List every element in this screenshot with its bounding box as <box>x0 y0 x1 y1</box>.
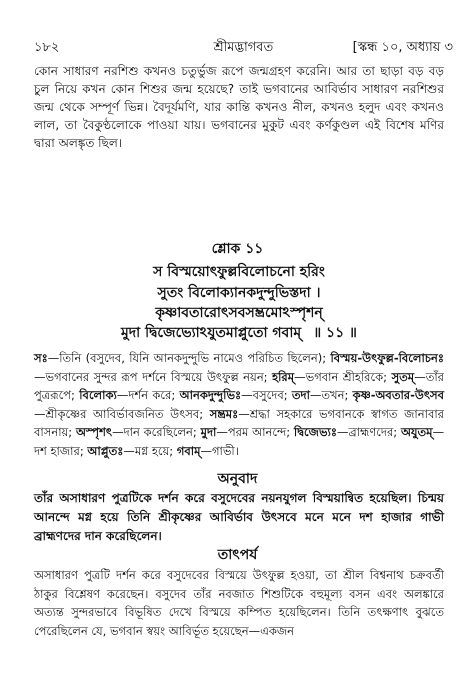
verse-heading: শ্লোক ১১ <box>211 241 264 257</box>
synonym-meaning: পরম আনন্দে; <box>227 425 291 439</box>
verse-line-3: কৃষ্ণাবতারোৎসবসম্ভ্রমোঽস্পৃশন্ <box>155 305 323 321</box>
synonym-word: দ্বিজেভ্যঃ <box>293 425 337 439</box>
synonym-word: বিস্ময়-উৎফুল্ল-বিলোচনঃ <box>330 351 445 365</box>
synonym-meaning: মগ্ন হয়ে; <box>134 443 174 458</box>
translation-heading: অনুবাদ <box>217 471 258 487</box>
verse-line-4-text: মুদা দ্বিজেভ্যোঽযুতমাপ্লুতো গবাম্ <box>121 325 302 341</box>
synonym-meaning: বসুদেব; <box>252 388 288 402</box>
purport-heading: তাৎপর্য <box>217 547 258 563</box>
synonym-meaning: ব্রাহ্মণদের; <box>348 425 398 439</box>
synonym-word: আনকদুন্দুভিঃ <box>179 388 242 402</box>
synonym-word: অযুতম্ <box>400 425 433 439</box>
synonym-meaning: তিনি (বসুদেব, যিনি আনকদুন্দুভি নামেও পরিচিত ছিলেন); <box>59 351 327 365</box>
synonym-meaning: গাভী। <box>211 443 239 458</box>
synonym-word: অস্পৃশৎ <box>75 425 113 439</box>
synonyms-paragraph: সঃ—তিনি (বসুদেব, যিনি আনকদুন্দুভি নামেও পরিচিত ছিলেন); বিস্ময়-উৎফুল্ল-বিলোচনঃ—ভগবানের সুন্দর রূপ দর্শনে বিস্ময়ে উৎফুল্ল নয়ন; হরিম্—ভগবান শ্রীহরিকে; সুতম্—তাঁর পুত্ররূপে; বিলোক্য—দর্শন করে; আনকদুন্দুভিঃ—বসুদেব; তদা—তখন; কৃষ্ণ-অবতার-উৎসব—শ্রীকৃষ্ণের আবির্ভাবজনিত উৎসব; সম্ভ্রমঃ—শ্রদ্ধা সহকারে ভগবানকে স্বাগত জানাবার বাসনায়; অস্পৃশৎ—দান করেছিলেন; মুদা—পরম আনন্দে; দ্বিজেভ্যঃ—ব্রাহ্মণদের; অযুতম্—দশ হাজার; আপ্লুতঃ—মগ্ন হয়ে; গবাম্—গাভী। <box>34 351 445 458</box>
synonym-word: মুদা <box>200 425 217 439</box>
synonym-meaning: দশ হাজার; <box>34 443 84 458</box>
page-header <box>34 38 453 56</box>
synonym-word: তদা <box>291 388 310 402</box>
synonym-meaning: দর্শন করে; <box>128 388 176 402</box>
verse-number: ॥ ১১ ॥ <box>313 325 357 341</box>
purport-text: অসাধারণ পুত্রটি দর্শন করে বসুদেবের বিস্ময়ে উৎফুল্ল হওয়া, তা শ্রীল বিশ্বনাথ চক্রবর্তী ঠাকুর বিশ্লেষণ করেছেন। বসুদেব তাঁর নবজাত শিশুটিকে বহুমূল্য বসন এবং অলঙ্কারে অত্যন্ত সুন্দরভাবে বিভূষিত দেখে বিস্ময়ে কম্পিত হয়েছিলেন। তিনি তৎক্ষণাৎ বুঝতে পেরেছিলেন যে, ভগবান স্বয়ং আবির্ভূত হয়েছেন—একজন <box>34 568 444 638</box>
canto-chapter-reference: [স্কন্ধ ১০, অধ্যায় ৩ <box>352 40 453 55</box>
synonym-meaning: শ্রীকৃষ্ণের আবির্ভাবজনিত উৎসব; <box>45 406 204 421</box>
synonym-meaning: ভগবান শ্রীহরিকে; <box>305 369 388 384</box>
intro-paragraph: কোন সাধারণ নরশিশু কখনও চতুর্ভুজ রূপে জন্মগ্রহণ করেনি। আর তা ছাড়া বড় বড় চুল নিয়ে কখন কোন শিশুর জন্ম হয়েছে? তাই ভগবানের আবির্ভাব সাধারণ নরশিশুর জন্ম থেকে সম্পূর্ণ ভিন্ন। বৈদূর্যমণি, যার কান্তি কখনও নীল, কখনও হলুদ এবং কখনও লাল, তা বৈকুণ্ঠলোকে পাওয়া যায়। ভগবানের মুকুট এবং কর্ণকুণ্ডল এই বিশেষ মণির দ্বারা অলঙ্কৃত ছিল। <box>34 64 444 150</box>
verse-line-2: সুতং বিলোক্যানকদুন্দুভিস্তদা । <box>157 285 321 301</box>
synonym-word: বিলোক্য <box>79 388 117 402</box>
synonym-meaning: তখন; <box>321 388 349 402</box>
book-title: শ্রীমদ্ভাগবত <box>213 40 274 55</box>
synonym-word: আপ্লুতঃ <box>87 443 124 458</box>
verse-line-4 <box>34 322 444 344</box>
synonym-word: গবাম্ <box>176 443 201 458</box>
synonym-word: হরিম্ <box>272 369 295 384</box>
synonym-word: সম্ভ্রমঃ <box>209 406 239 421</box>
synonym-word: সঃ <box>34 351 48 365</box>
verse-line-1: স বিস্ময়োৎফুল্লবিলোচনো হরিং <box>153 264 325 280</box>
translation-text: তাঁর অসাধারণ পুত্রটিকে দর্শন করে বসুদেবের নয়নযুগল বিস্ময়ান্বিত হয়েছিল। চিন্ময় আনন্দে মগ্ন হয়ে তিনি শ্রীকৃষ্ণের আবির্ভাব উৎসবে মনে মনে দশ হাজার গাভী ব্রাহ্মণদের দান করেছিলেন। <box>34 491 444 543</box>
page-number: ১৮২ <box>34 40 60 55</box>
synonym-word: সুতম্ <box>391 369 415 384</box>
synonym-meaning: তাঁর পুত্ররূপে; <box>34 369 444 402</box>
synonym-meaning: দান করেছিলেন; <box>123 425 197 439</box>
synonym-meaning: ভগবানের সুন্দর রূপ দর্শনে বিস্ময়ে উৎফুল্ল নয়ন; <box>45 369 268 384</box>
synonym-word: কৃষ্ণ-অবতার-উৎসব <box>352 388 444 402</box>
synonym-meaning: শ্রদ্ধা সহকারে ভগবানকে স্বাগত জানাবার বাসনায়; <box>34 406 444 439</box>
